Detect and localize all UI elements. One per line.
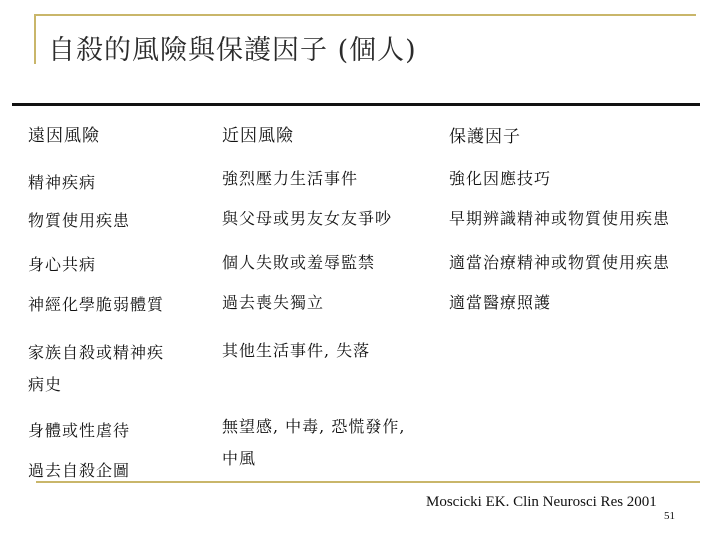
distal-item: 身體或性虐待 (28, 421, 131, 440)
distal-item: 病史 (28, 375, 63, 394)
proximal-item: 過去喪失獨立 (222, 293, 325, 312)
decorative-vertical-line (34, 14, 36, 64)
proximal-item: 其他生活事件, 失落 (222, 341, 371, 360)
header-proximal-risk: 近因風險 (222, 126, 294, 146)
distal-item: 神經化學脆弱體質 (28, 295, 165, 314)
header-distal-risk: 遠因風險 (28, 126, 100, 146)
distal-item: 過去自殺企圖 (28, 461, 131, 480)
footer-rule (36, 481, 700, 483)
table-top-rule (12, 103, 700, 106)
source-citation: Moscicki EK. Clin Neurosci Res 2001 (426, 494, 657, 510)
distal-item: 身心共病 (28, 255, 97, 274)
proximal-item: 強烈壓力生活事件 (222, 169, 359, 188)
protective-item: 適當治療精神或物質使用疾患 (449, 253, 671, 272)
page-number: 51 (664, 510, 675, 522)
protective-item: 早期辨識精神或物質使用疾患 (449, 209, 671, 228)
proximal-item: 無望感, 中毒, 恐慌發作, (222, 417, 406, 436)
protective-item: 強化因應技巧 (449, 169, 552, 188)
distal-item: 家族自殺或精神疾 (28, 343, 165, 362)
protective-item: 適當醫療照護 (449, 293, 552, 312)
proximal-item: 個人失敗或羞辱監禁 (222, 253, 376, 272)
distal-item: 精神疾病 (28, 173, 97, 192)
decorative-horizontal-line (34, 14, 696, 16)
distal-item: 物質使用疾患 (28, 211, 131, 230)
proximal-item: 中風 (222, 449, 257, 468)
slide-title: 自殺的風險與保護因子 (個人) (48, 35, 417, 66)
header-protective-factors: 保護因子 (449, 127, 521, 147)
proximal-item: 與父母或男友女友爭吵 (222, 209, 393, 228)
